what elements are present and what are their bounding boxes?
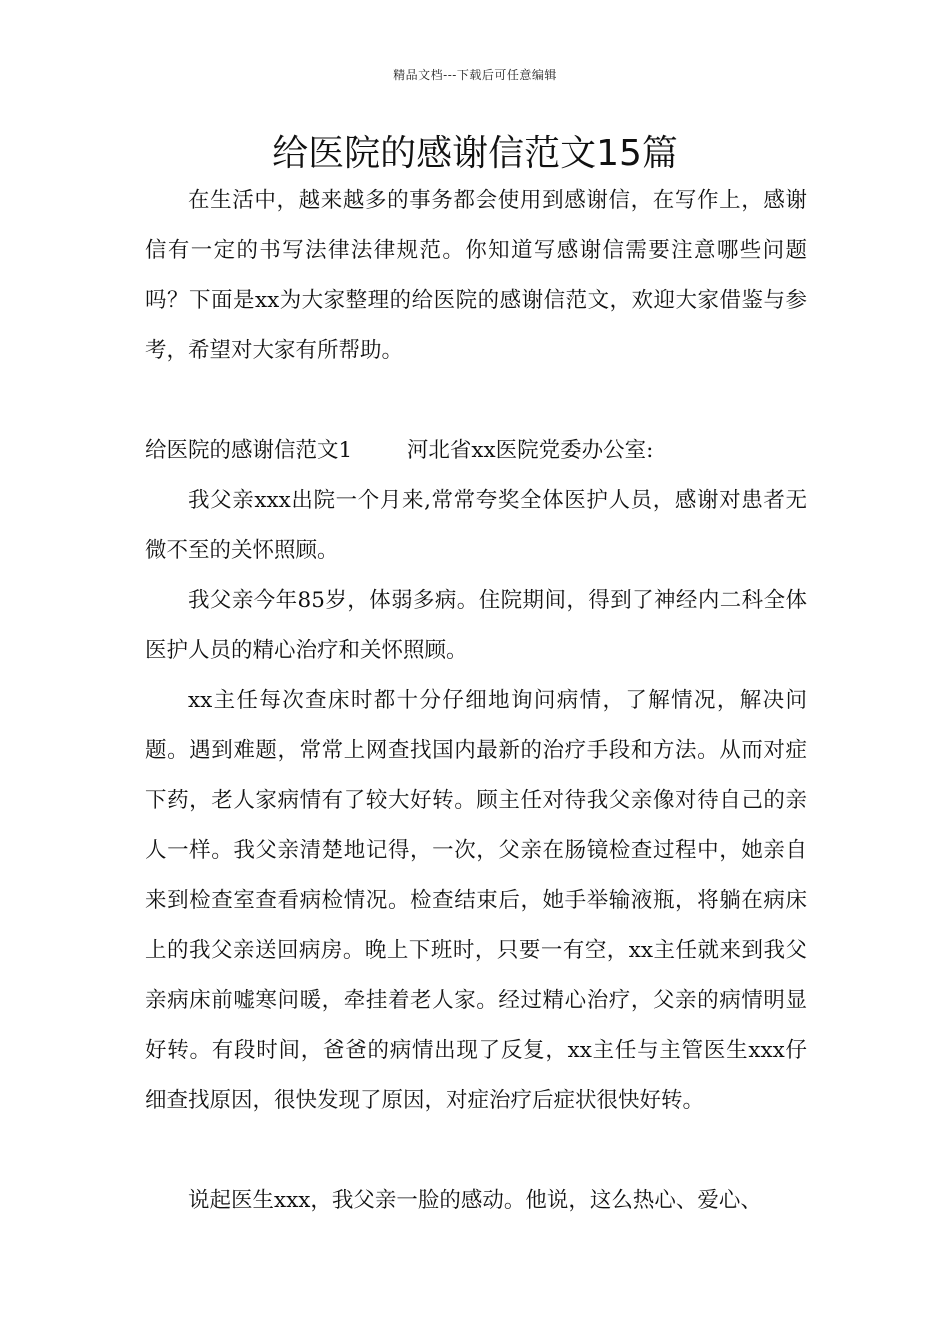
intro-paragraph: 在生活中，越来越多的事务都会使用到感谢信，在写作上，感谢信有一定的书写法律法律规范。你知道写感谢信需要注意哪些问题吗？下面是xx为大家整理的给医院的感谢信范文，欢迎大家借鉴与参考，希望对大家有所帮助。 <box>145 188 807 363</box>
header-note: 精品文档---下载后可任意编辑 <box>393 68 557 82</box>
letter-paragraph: xx主任每次查床时都十分仔细地询问病情，了解情况，解决问题。遇到难题，常常上网查找国内最新的治疗手段和方法。从而对症下药，老人家病情有了较大好转。顾主任对待我父亲像对待自己的亲人一样。我父亲清楚地记得，一次，父亲在肠镜检查过程中，她亲自来到检查室查看病检情况。检查结束后，她手举输液瓶，将躺在病床上的我父亲送回病房。晚上下班时，只要一有空，xx主任就来到我父亲病床前嘘寒问暖，牵挂着老人家。经过精心治疗，父亲的病情明显好转。有段时间，爸爸的病情出现了反复，xx主任与主管医生xxx仔细查找原因，很快发现了原因，对症治疗后症状很快好转。 <box>145 688 807 1113</box>
letter-paragraph: 我父亲xxx出院一个月来,常常夸奖全体医护人员，感谢对患者无微不至的关怀照顾。 <box>145 488 807 563</box>
letter-recipient: 河北省xx医院党委办公室: <box>406 438 654 463</box>
letter-paragraph: 我父亲今年85岁，体弱多病。住院期间，得到了神经内二科全体医护人员的精心治疗和关怀照顾。 <box>145 588 807 663</box>
letter-heading-line <box>145 426 807 476</box>
letter-heading: 给医院的感谢信范文1 <box>145 438 353 463</box>
letter-paragraph: 说起医生xxx，我父亲一脸的感动。他说，这么热心、爱心、 <box>188 1188 762 1213</box>
document-title: 给医院的感谢信范文15篇 <box>272 133 678 174</box>
